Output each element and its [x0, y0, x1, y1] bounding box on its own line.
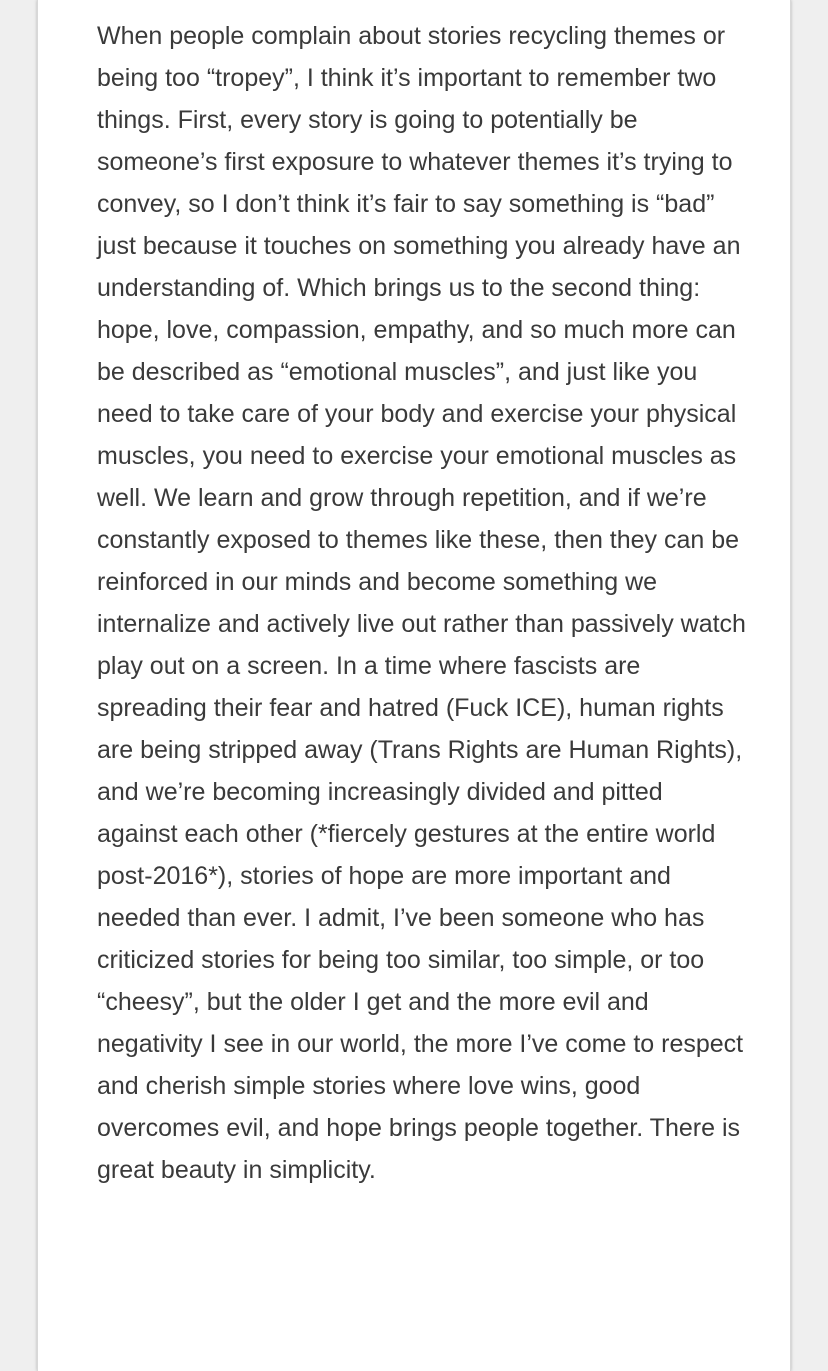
post-body-text: When people complain about stories recycling themes or being too “tropey”, I think it’s important to remember two things. First, every story is going to potentially be someone’s first exposure to whatever themes it’s trying to convey, so I don’t think it’s fair to say something is “bad” just because it touches on something you already have an understanding of. Which brings us to the second thing: hope, love, compassion, empathy, and so much more can be described as “emotional muscles”, and just like you need to take care of your body and exercise your physical muscles, you need to exercise your emotional muscles as well. We learn and grow through repetition, and if we’re constantly exposed to themes like these, then they can be reinforced in our minds and become something we internalize and actively live out rather than passively watch play out on a screen. In a time where fascists are spreading their fear and hatred (Fuck ICE), human rights are being stripped away (Trans Rights are Human Rights), and we’re becoming increasingly divided and pitted against each other (*fiercely gestures at the entire world post-2016*), stories of hope are more important and needed than ever. I admit, I’ve been someone who has criticized stories for being too similar, too simple, or too “cheesy”, but the older I get and the more evil and negativity I see in our world, the more I’ve come to respect and cherish simple stories where love wins, good overcomes evil, and hope brings people together. There is great beauty in simplicity.: [97, 22, 746, 1184]
post-card: [37, 0, 791, 1371]
